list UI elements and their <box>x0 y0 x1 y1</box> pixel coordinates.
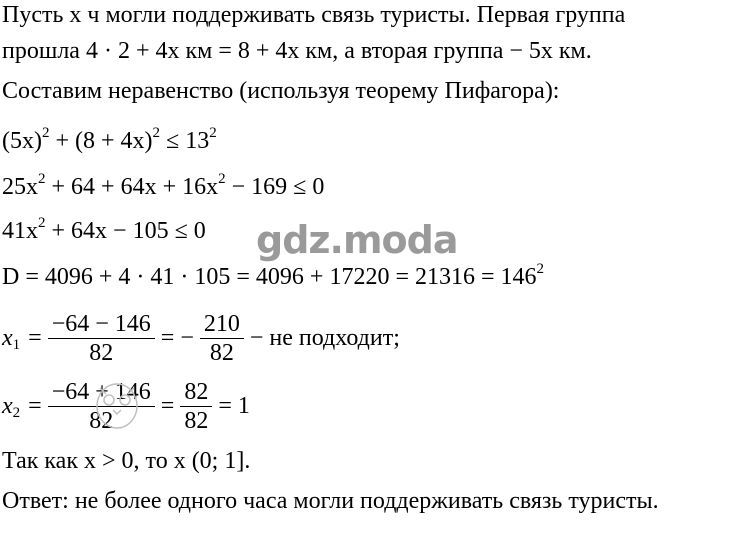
exponent: 2 <box>38 215 46 231</box>
exponent: 2 <box>41 125 50 141</box>
watermark-brand: gdz.moda <box>256 218 458 262</box>
fraction-numerator: −64 + 146 <box>51 378 151 405</box>
inequality-part: + (8 + 4x) <box>49 128 153 154</box>
root-x1-line <box>2 303 400 373</box>
exponent: 2 <box>209 125 217 141</box>
equals-sign: = <box>28 392 42 419</box>
root-subscript: 1 <box>12 336 21 353</box>
root-result: = 1 <box>218 392 250 419</box>
root-subscript: 2 <box>12 404 21 421</box>
fraction-denominator: 82 <box>48 338 155 367</box>
inequality-part: ≤ 13 <box>160 128 210 154</box>
exponent: 2 <box>38 171 46 187</box>
inequality-part: 25x <box>2 174 38 200</box>
exponent: 2 <box>152 125 161 141</box>
fraction-denominator: 82 <box>48 406 155 435</box>
fraction-denominator: 82 <box>180 406 212 435</box>
simplified-inequality-line <box>2 216 206 249</box>
root-comment: − не подходит; <box>249 324 400 351</box>
equals-sign: = <box>28 324 42 351</box>
root-label: x <box>2 392 13 419</box>
fraction <box>180 378 212 435</box>
discriminant-line <box>2 262 544 295</box>
root-label: x <box>2 324 13 351</box>
fraction-denominator: 82 <box>200 338 244 367</box>
fraction <box>200 310 244 367</box>
fraction-numerator: 210 <box>203 310 240 337</box>
discriminant-expression: D = 4096 + 4 · 41 · 105 = 4096 + 17220 = 21316 = 146 <box>2 264 537 290</box>
inequality-part: 41x <box>2 218 38 244</box>
exponent: 2 <box>218 171 226 187</box>
solution-line-3: Составим неравенство (используя теорему Пифагора): <box>2 78 560 104</box>
inequality-part: − 169 ≤ 0 <box>225 174 325 200</box>
exponent: 2 <box>536 261 545 277</box>
inequality-part: + 64x − 105 ≤ 0 <box>45 218 206 244</box>
equals-sign: = − <box>160 324 194 351</box>
answer-line: Ответ: не более одного часа могли поддерживать связь туристы. <box>2 488 659 514</box>
watermark-owl-icon <box>82 376 152 436</box>
fraction-numerator: 82 <box>184 378 209 405</box>
solution-line-2: прошла 4 · 2 + 4x км = 8 + 4x км, а вторая группа − 5x км. <box>2 38 592 64</box>
fraction-numerator: −64 − 146 <box>51 310 151 337</box>
inequality-line <box>2 126 217 159</box>
equals-sign: = <box>160 392 175 419</box>
inequality-part: + 64 + 64x + 16x <box>45 174 219 200</box>
conclusion-line: Так как x > 0, то x (0; 1]. <box>2 448 251 474</box>
fraction <box>48 310 155 367</box>
expanded-inequality-line <box>2 172 324 205</box>
solution-line-1: Пусть x ч могли поддерживать связь туристы. Первая группа <box>2 2 626 28</box>
inequality-part: (5x) <box>2 128 42 154</box>
